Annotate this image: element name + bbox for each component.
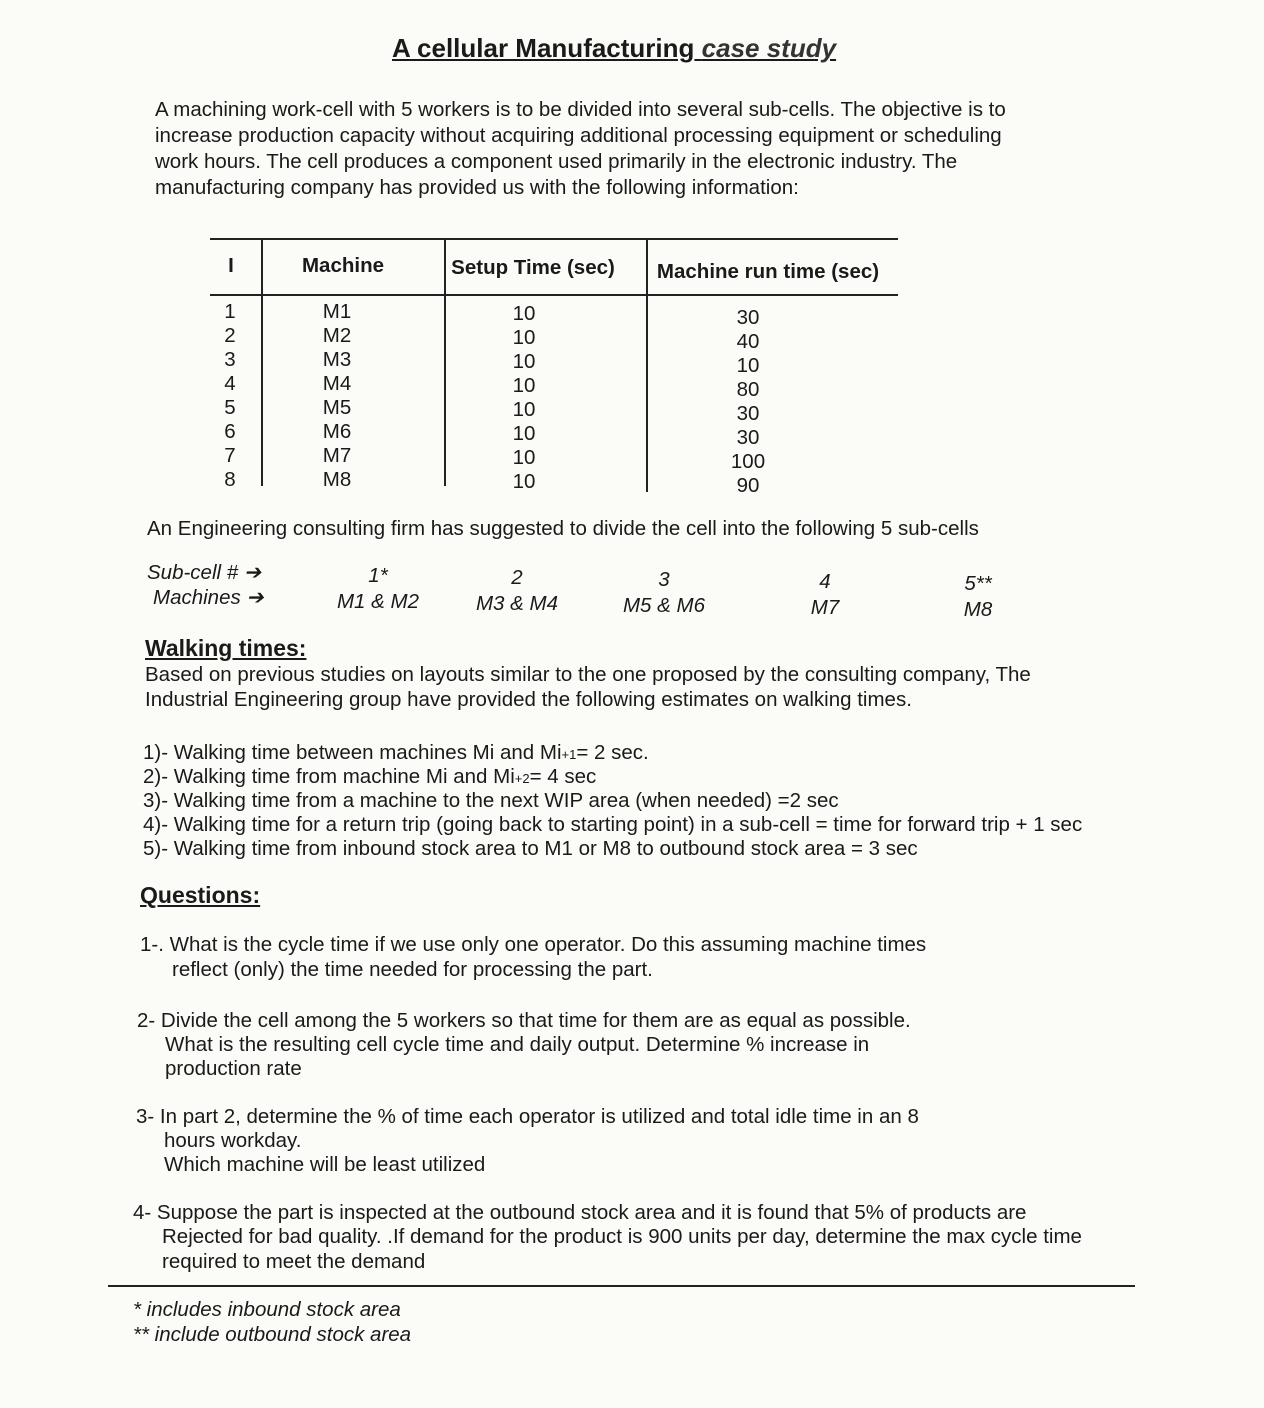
table-divider [646,240,648,492]
question-q1-line: 1-. What is the cycle time if we use only one operator. Do this assuming machine times [140,933,927,956]
questions-heading: Questions: [140,882,261,908]
header-machine: Machine [301,254,385,277]
subcell-machines: M8 [963,598,993,621]
row-machine: M4 [322,372,352,395]
row-setup-time: 10 [512,302,536,325]
header-index: I [228,254,234,277]
subcell-machines: M1 & M2 [336,590,420,613]
header-setup-time: Setup Time (sec) [451,256,615,279]
row-run-time: 30 [736,426,760,449]
subcell-number: 4 [819,570,831,593]
row-machine: M3 [322,348,352,371]
walking-item-post: = 2 sec. [576,741,649,764]
walking-item-pre: 3)- Walking time from a machine to the next WIP area (when needed) =2 sec [143,789,839,812]
subcell-number: 5** [964,572,992,595]
row-run-time: 10 [736,354,760,377]
row-machine: M6 [322,420,352,443]
walking-item-pre: 5)- Walking time from inbound stock area to M1 or M8 to outbound stock area = 3 sec [143,837,918,860]
subcell-number: 2 [511,566,523,589]
subcell-number: 3 [658,568,670,591]
row-run-time: 40 [736,330,760,353]
row-machine: M2 [322,324,352,347]
question-q1-line: reflect (only) the time needed for processing the part. [172,958,653,981]
subcell-machines-label: Machines ➔ [153,586,264,609]
intro-line: A machining work-cell with 5 workers is to be divided into several sub-cells. The objective is to [155,98,1006,121]
table-divider [444,238,446,486]
walking-item-post: = 4 sec [529,765,597,788]
row-index: 8 [224,468,236,491]
row-run-time: 90 [736,474,760,497]
intro-line: increase production capacity without acquiring additional processing equipment or scheduling [155,124,1002,147]
subcell-machines: M3 & M4 [475,592,559,615]
row-machine: M7 [322,444,352,467]
question-q4-line: required to meet the demand [162,1250,426,1273]
row-setup-time: 10 [512,326,536,349]
walking-time-item [143,837,918,863]
table-divider [261,238,263,486]
row-run-time: 30 [736,402,760,425]
row-setup-time: 10 [512,470,536,493]
row-run-time: 80 [736,378,760,401]
row-run-time: 30 [736,306,760,329]
footnote-rule [108,1285,1135,1287]
walking-para-line: Industrial Engineering group have provided the following estimates on walking times. [145,688,912,711]
subcell-number: 1* [368,564,388,587]
walking-item-pre: 1)- Walking time between machines Mi and Mi [143,741,562,764]
walking-item-pre: 4)- Walking time for a return trip (going back to starting point) in a sub-cell = time for forward trip + 1 sec [143,813,1083,836]
footnote-inbound: * includes inbound stock area [133,1298,401,1321]
walking-item-sub: +2 [514,771,530,786]
row-machine: M1 [322,300,352,323]
question-q2-line: 2- Divide the cell among the 5 workers so that time for them are as equal as possible. [137,1009,911,1032]
row-index: 6 [224,420,236,443]
question-q3-line: 3- In part 2, determine the % of time each operator is utilized and total idle time in an 8 [136,1105,919,1128]
row-index: 2 [224,324,236,347]
intro-line: work hours. The cell produces a component used primarily in the electronic industry. The [155,150,958,173]
row-setup-time: 10 [512,398,536,421]
walking-time-item [143,741,649,767]
walking-time-item [143,813,1082,839]
suggestion-text: An Engineering consulting firm has suggested to divide the cell into the following 5 sub-cells [147,517,979,540]
title-italic: case study [701,33,837,63]
question-q3-line: Which machine will be least utilized [164,1153,486,1176]
walking-time-item [143,789,839,815]
subcell-machines: M7 [810,596,840,619]
walking-times-heading: Walking times: [145,635,307,661]
row-index: 1 [224,300,236,323]
row-index: 3 [224,348,236,371]
question-q2-line: production rate [165,1057,302,1080]
walking-para-line: Based on previous studies on layouts similar to the one proposed by the consulting company, The [145,663,1031,686]
walking-item-pre: 2)- Walking time from machine Mi and Mi [143,765,515,788]
row-machine: M5 [322,396,352,419]
row-index: 7 [224,444,236,467]
table-header-rule [210,294,898,296]
table-top-rule [210,238,898,240]
subcell-number-label: Sub-cell # ➔ [147,561,262,584]
intro-line: manufacturing company has provided us with the following information: [155,176,799,199]
page-title [392,33,837,63]
row-setup-time: 10 [512,446,536,469]
question-q3-line: hours workday. [164,1129,302,1152]
header-run-time: Machine run time (sec) [656,260,880,283]
subcell-machines: M5 & M6 [622,594,706,617]
row-setup-time: 10 [512,350,536,373]
row-index: 4 [224,372,236,395]
walking-item-sub: +1 [561,747,577,762]
question-q4-line: 4- Suppose the part is inspected at the outbound stock area and it is found that 5% of products are [133,1201,1027,1224]
row-machine: M8 [322,468,352,491]
title-main: A cellular Manufacturing [392,33,695,63]
walking-time-item [143,765,596,791]
footnote-outbound: ** include outbound stock area [133,1323,412,1346]
row-run-time: 100 [730,450,766,473]
row-index: 5 [224,396,236,419]
row-setup-time: 10 [512,374,536,397]
row-setup-time: 10 [512,422,536,445]
question-q4-line: Rejected for bad quality. .If demand for the product is 900 units per day, determine the max cycle time [162,1225,1082,1248]
question-q2-line: What is the resulting cell cycle time and daily output. Determine % increase in [165,1033,870,1056]
